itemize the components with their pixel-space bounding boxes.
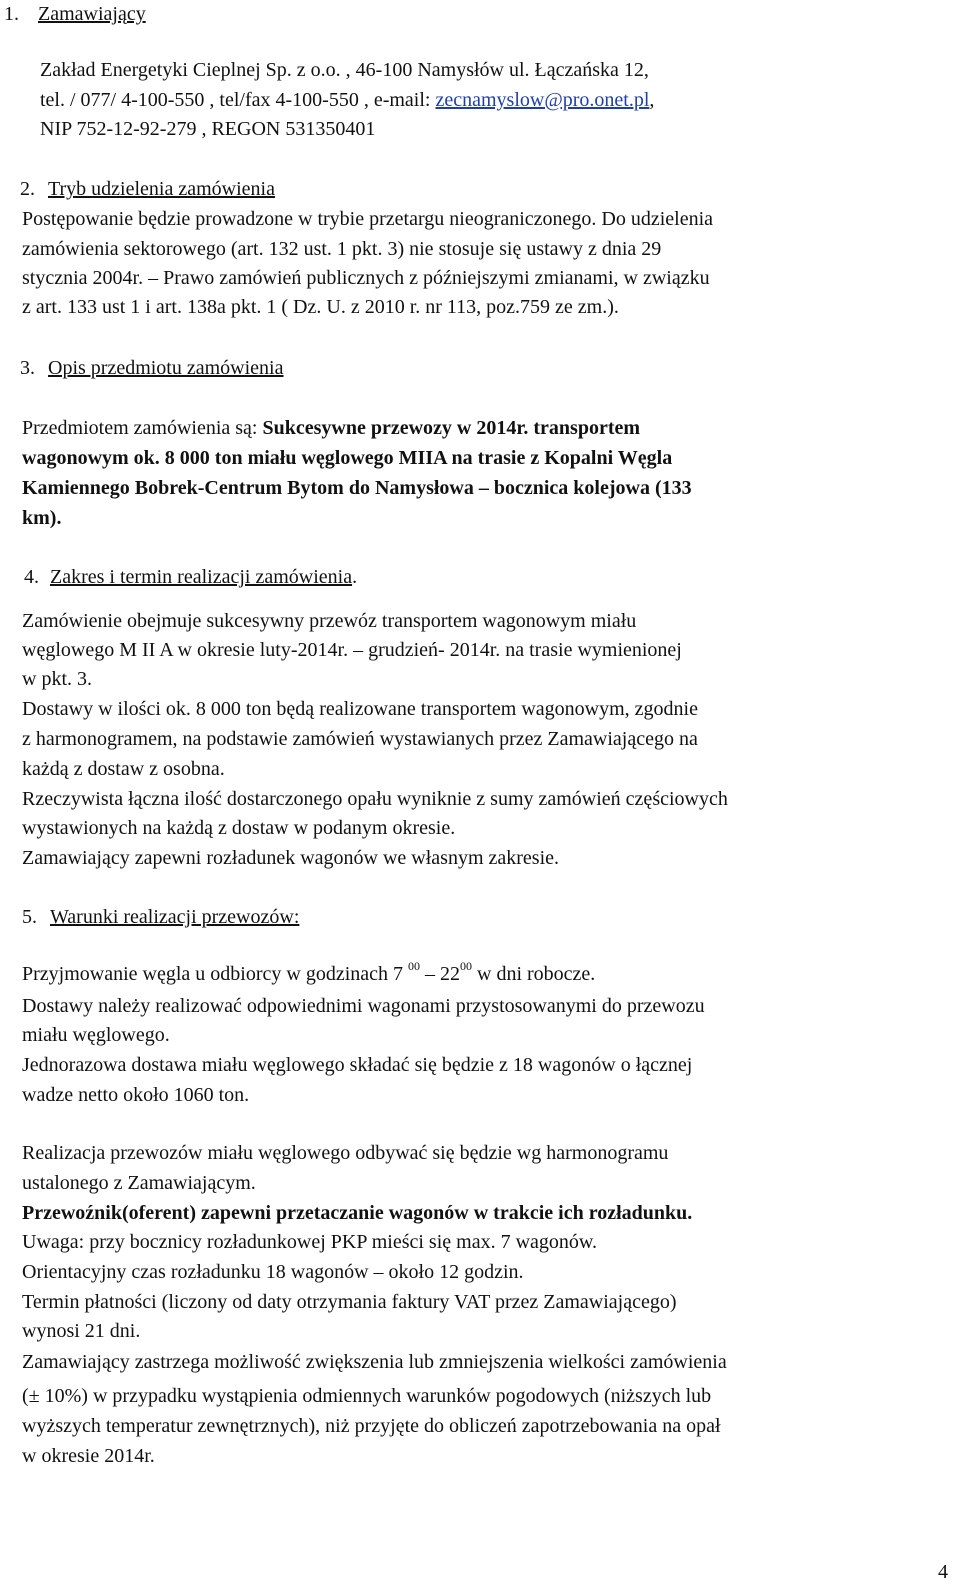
section-2-line-2: zamówienia sektorowego (art. 132 ust. 1 pkt. 3) nie stosuje się ustawy z dnia 29 [22,238,662,260]
section-5-line-9: Uwaga: przy bocznicy rozładunkowej PKP mieści się max. 7 wagonów. [22,1231,598,1253]
nip-regon: NIP 752-12-92-279 , REGON 531350401 [40,118,376,140]
section-5-line-1 [22,959,596,986]
section-3-number: 3. [20,357,35,379]
email-link[interactable]: zecnamyslow@pro.onet.pl [435,89,650,111]
section-2-title: Tryb udzielenia zamówienia [48,178,275,200]
section-5-line-7: ustalonego z Zamawiającym. [22,1172,256,1194]
section-2-line-1: Postępowanie będzie prowadzone w trybie przetargu nieograniczonego. Do udzielenia [22,208,714,230]
contact-line-end: , [649,89,655,111]
section-4-line-4: Dostawy w ilości ok. 8 000 ton będą realizowane transportem wagonowym, zgodnie [22,698,698,720]
hours-text: Przyjmowanie węgla u odbiorcy w godzinach 7 [22,963,409,985]
section-4-number: 4. [24,566,39,588]
section-3-title: Opis przedmiotu zamówienia [48,357,284,379]
section-2-line-3: stycznia 2004r. – Prawo zamówień publicznych z późniejszymi zmianami, w związku [22,267,710,289]
hours-start-minutes: 00 [408,959,421,974]
section-5-line-4: Jednorazowa dostawa miału węglowego składać się będzie z 18 wagonów o łącznej [22,1054,693,1076]
section-5-line-13: Zamawiający zastrzega możliwość zwiększenia lub zmniejszenia wielkości zamówienia [22,1351,727,1373]
section-4-title-dot: . [352,566,358,588]
section-4-line-1: Zamówienie obejmuje sukcesywny przewóz transportem wagonowym miału [22,610,637,632]
section-4-line-7: Rzeczywista łączna ilość dostarczonego opału wyniknie z sumy zamówień częściowych [22,788,728,810]
section-4-line-8: wystawionych na każdą z dostaw w podanym okresie. [22,817,456,839]
section-5-line-3: miału węglowego. [22,1024,170,1046]
section-5-title: Warunki realizacji przewozów: [50,906,300,928]
hours-dash: – 22 [420,963,461,985]
ordering-party-name: Zakład Energetyki Cieplnej Sp. z o.o. , 46-100 Namysłów ul. Łączańska 12, [40,59,649,81]
section-4-line-2: węglowego M II A w okresie luty-2014r. – grudzień- 2014r. na trasie wymienionej [22,639,682,661]
section-3-line-2: wagonowym ok. 8 000 ton miału węglowego MIIA na trasie z Kopalni Węgla [22,447,673,469]
hours-end-minutes: 00 [460,959,473,974]
section-4-heading [24,565,357,589]
section-2-heading [20,177,275,201]
section-5-line-15: wyższych temperatur zewnętrznych), niż przyjęte do obliczeń zapotrzebowania na opał [22,1415,721,1437]
section-5-line-16: w okresie 2014r. [22,1445,155,1467]
section-4-line-9: Zamawiający zapewni rozładunek wagonów we własnym zakresie. [22,847,560,869]
section-4-title: Zakres i termin realizacji zamówienia [50,566,353,588]
section-3-heading [20,356,284,380]
section-4-line-6: każdą z dostaw z osobna. [22,758,225,780]
section-5-line-2: Dostawy należy realizować odpowiednimi wagonami przystosowanymi do przewozu [22,995,705,1017]
section-4-line-5: z harmonogramem, na podstawie zamówień wystawianych przez Zamawiającego na [22,728,698,750]
section-1-heading [4,2,146,26]
section-5-line-6: Realizacja przewozów miału węglowego odbywać się będzie wg harmonogramu [22,1142,669,1164]
section-5-line-8: Przewoźnik(oferent) zapewni przetaczanie wagonów w trakcie ich rozładunku. [22,1202,693,1224]
section-2-number: 2. [20,178,35,200]
section-1-title: Zamawiający [38,3,146,25]
section-5-line-11: Termin płatności (liczony od daty otrzymania faktury VAT przez Zamawiającego) [22,1291,677,1313]
section-5-number: 5. [22,906,37,928]
section-5-line-10: Orientacyjny czas rozładunku 18 wagonów – około 12 godzin. [22,1261,524,1283]
contact-line [40,88,654,112]
section-3-line-3: Kamiennego Bobrek-Centrum Bytom do Namysłowa – bocznica kolejowa (133 [22,477,692,499]
section-5-line-5: wadze netto około 1060 ton. [22,1084,250,1106]
hours-workdays: w dni robocze. [472,963,596,985]
subject-bold-start: Sukcesywne przewozy w 2014r. transportem [262,417,641,439]
section-5-line-12: wynosi 21 dni. [22,1320,141,1342]
section-5-heading [22,905,299,929]
subject-intro: Przedmiotem zamówienia są: [22,417,263,439]
section-4-line-3: w pkt. 3. [22,668,92,690]
contact-phone-fax: tel. / 077/ 4-100-550 , tel/fax 4-100-550 , e-mail: [40,89,436,111]
section-5-line-14: (± 10%) w przypadku wystąpienia odmiennych warunków pogodowych (niższych lub [22,1385,712,1407]
section-1-number: 1. [4,3,19,25]
section-2-line-4: z art. 133 ust 1 i art. 138a pkt. 1 ( Dz. U. z 2010 r. nr 113, poz.759 ze zm.). [22,296,619,318]
section-3-line-1 [22,416,640,440]
section-3-line-4: km). [22,507,62,529]
page-number: 4 [938,1561,948,1583]
